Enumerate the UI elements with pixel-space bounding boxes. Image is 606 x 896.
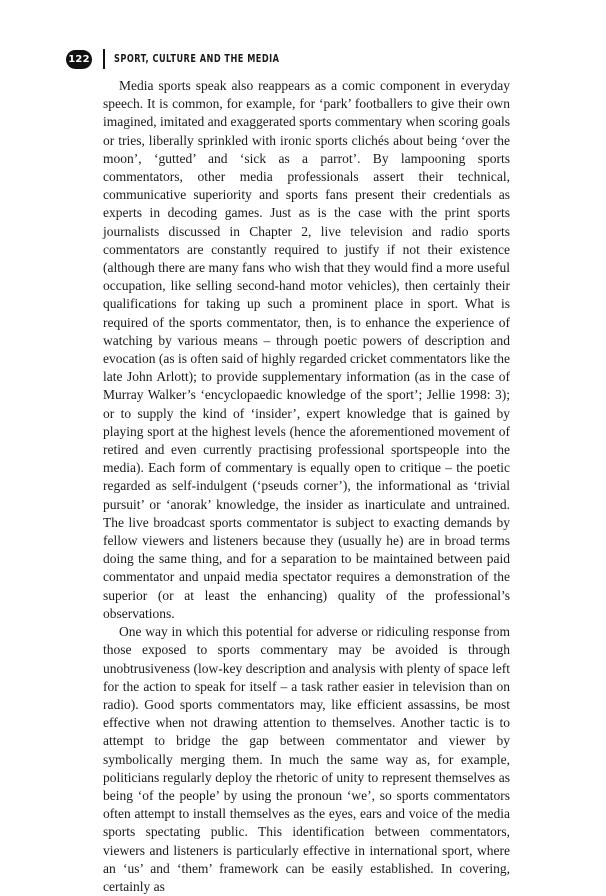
running-head: [66, 48, 326, 70]
page-number-badge: 122: [66, 50, 92, 69]
paragraph: One way in which this potential for adverse or ridiculing response from those exposed to sports commentary may be avoided is through unobtrusiveness (low-key description and analysis with plenty of space left for the action to speak for itself – a task rather easier in television than on radio). Good sports commentators may, like efficient assassins, be most effective when not drawing attention to themselves. Another tactic is to attempt to bridge the gap between commentator and viewer by symbolically merging them. In much the same way as, for example, politicians regularly deploy the rhetoric of unity to represent themselves as being ‘of the people’ by using the pronoun ‘we’, so sports commentators often attempt to install themselves as the eyes, ears and voice of the media sports spectating public. This identification between commentators, viewers and listeners is particularly effective in international sport, where an ‘us’ and ‘them’ framework can be easily established. In covering, certainly as: [103, 624, 510, 894]
running-head-title: SPORT, CULTURE AND THE MEDIA: [114, 53, 280, 65]
paragraph: Media sports speak also reappears as a comic component in everyday speech. It is common, for example, for ‘park’ footballers to give their own imagined, imitated and exaggerated sports commentary when scoring goals or tries, liberally sprinkled with ironic sports clichés about being ‘over the moon’, ‘gutted’ and ‘sick as a parrot’. By lampooning sports commentators, other media professionals assert their technical, communicative superiority and sports fans present their credentials as experts in decoding games. Just as is the case with the print sports journalists discussed in Chapter 2, live television and radio sports commentators are constantly required to justify if not their existence (although there are many fans who wish that they would find a more useful occupation, like selling second-hand motor vehicles), then certainly their qualifications for taking up such a prominent place in sport. What is required of the sports commentator, then, is to enhance the experience of watching by various means – through poetic powers of description and evocation (as is often said of highly regarded cricket commentators like the late John Arlott); to provide supplementary information (as in the case of Murray Walker’s ‘encyclopaedic knowledge of the sport’; Jellie 1998: 3); or to supply the kind of ‘insider’, expert knowledge that is gained by playing sport at the highest levels (hence the aforementioned movement of retired and even currently practising professional sportspeople into the media). Each form of commentary is equally open to critique – the poetic regarded as self-indulgent (‘pseuds corner’), the informational as ‘trivial pursuit’ or ‘anorak’ knowledge, the insider as inarticulate and untrained. The live broadcast sports commentator is subject to exacting demands by fellow viewers and listeners because they (usually he) are in broad terms doing the same thing, and for a separation to be maintained between paid commentator and unpaid media spectator requires a demonstration of the superior (or at least the enhancing) quality of the professional’s observations.: [103, 78, 510, 621]
header-divider: [103, 49, 105, 69]
body-text: [103, 77, 510, 896]
